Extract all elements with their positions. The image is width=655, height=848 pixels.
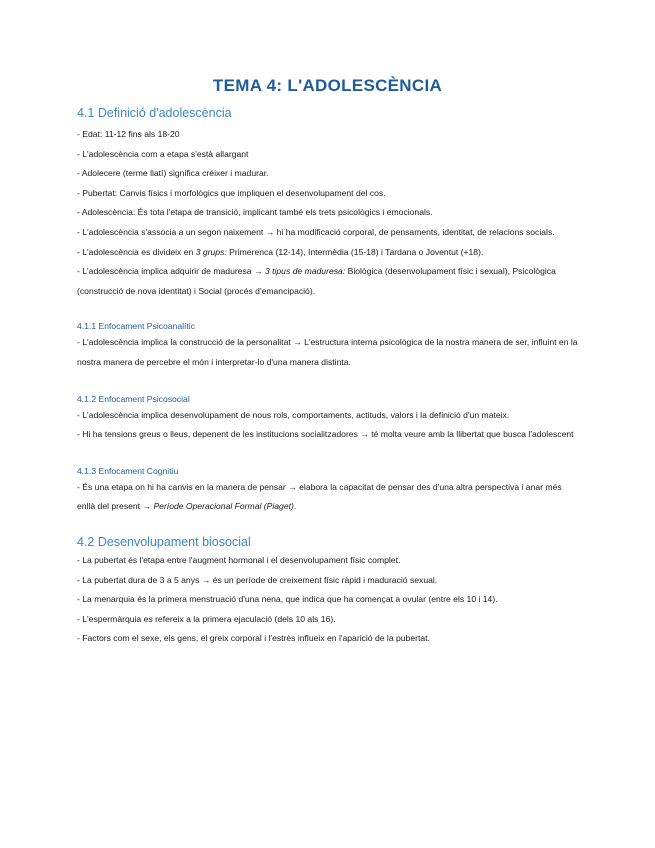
- text-run: - L'adolescència es divideix en: [77, 246, 196, 257]
- section-heading-4-1: 4.1 Definició d'adolescència: [77, 106, 232, 120]
- subsection-heading-4-1-3: 4.1.3 Enfocament Cognitiu: [77, 465, 179, 476]
- text-run: .: [293, 501, 297, 512]
- paragraph: - La menarquia és la primera menstruació d'una nena, que indica que ha començat a ovular (entre els 10 i 14).: [77, 594, 498, 605]
- text-run: Primerenca (12-14), Intermèdia (15-18) i Tardana o Joventut (+18).: [226, 246, 484, 257]
- paragraph: - Adolecere (terme llatí) significa créixer i madurar.: [77, 168, 269, 179]
- paragraph: - L'adolescència implica la construcció de la personalitat → L'estructura interna psicològica de la nostra manera de ser, influint en la nostra manera de percebre el món i interpretar-lo d'una manera distinta.: [77, 337, 578, 367]
- paragraph-groups: [77, 243, 582, 263]
- paragraph: - L'adolescència com a etapa s'està allargant: [77, 148, 249, 159]
- emphasis: Període Operacional Formal (Piaget): [153, 501, 294, 512]
- subsection-heading-4-1-1: 4.1.1 Enfocament Psicoanalític: [77, 321, 195, 332]
- paragraph: - La pubertat dura de 3 a 5 anys → és un període de creixement físic ràpid i maduració sexual.: [77, 574, 438, 585]
- text-run: - L'adolescència implica adquirir de maduresa →: [77, 266, 265, 277]
- text-run: - És una etapa on hi ha canvis en la manera de pensar → elabora la capacitat de pensar des d'una altra perspectiva i anar més enllà del present →: [77, 481, 562, 512]
- paragraph: - L'adolescència s'associa a un segon naixement → hi ha modificació corporal, de pensaments, identitat, de relacions socials.: [77, 226, 555, 237]
- emphasis: 3 tipus de maduresa:: [264, 266, 346, 277]
- section-heading-4-2: 4.2 Desenvolupament biosocial: [77, 534, 251, 549]
- paragraph: - Adolescència: És tota l'etapa de transició, implicant també els trets psicològics i emocionals.: [77, 207, 433, 218]
- paragraph-maturity: [77, 262, 582, 301]
- page-title: TEMA 4: L'ADOLESCÈNCIA: [212, 76, 443, 95]
- paragraph: - Factors com el sexe, els gens, el greix corporal i l'estrès influeix en l'aparició de la pubertat.: [77, 633, 430, 644]
- paragraph: - La pubertat és l'etapa entre l'augment hormonal i el desenvolupament físic complet.: [77, 554, 401, 565]
- paragraph: - Edat: 11-12 fins als 18-20: [77, 129, 180, 139]
- paragraph: - L'espermàrquia es refereix a la primera ejaculació (dels 10 als 16).: [77, 613, 336, 624]
- text-run: Biològica (desenvolupament físic i sexual), Psicològica (construcció de nova identitat) i Social (procés d'emancipació).: [77, 266, 556, 296]
- paragraph-cognitive: [77, 478, 582, 517]
- document-content: [77, 104, 582, 649]
- paragraph: - L'adolescència implica desenvolupament de nous rols, comportaments, actituds, valors i la definició d'un mateix.: [77, 409, 510, 420]
- paragraph: - Pubertat: Canvis físics i morfològics que impliquen el desenvolupament del cos.: [77, 187, 386, 198]
- emphasis: 3 grups:: [195, 246, 227, 257]
- subsection-heading-4-1-2: 4.1.2 Enfocament Psicosocial: [77, 393, 190, 404]
- paragraph: - Hi ha tensions greus o lleus, depenent de les institucions socialitzadores → té molta veure amb la llibertat que busca l'adolescent: [77, 429, 574, 440]
